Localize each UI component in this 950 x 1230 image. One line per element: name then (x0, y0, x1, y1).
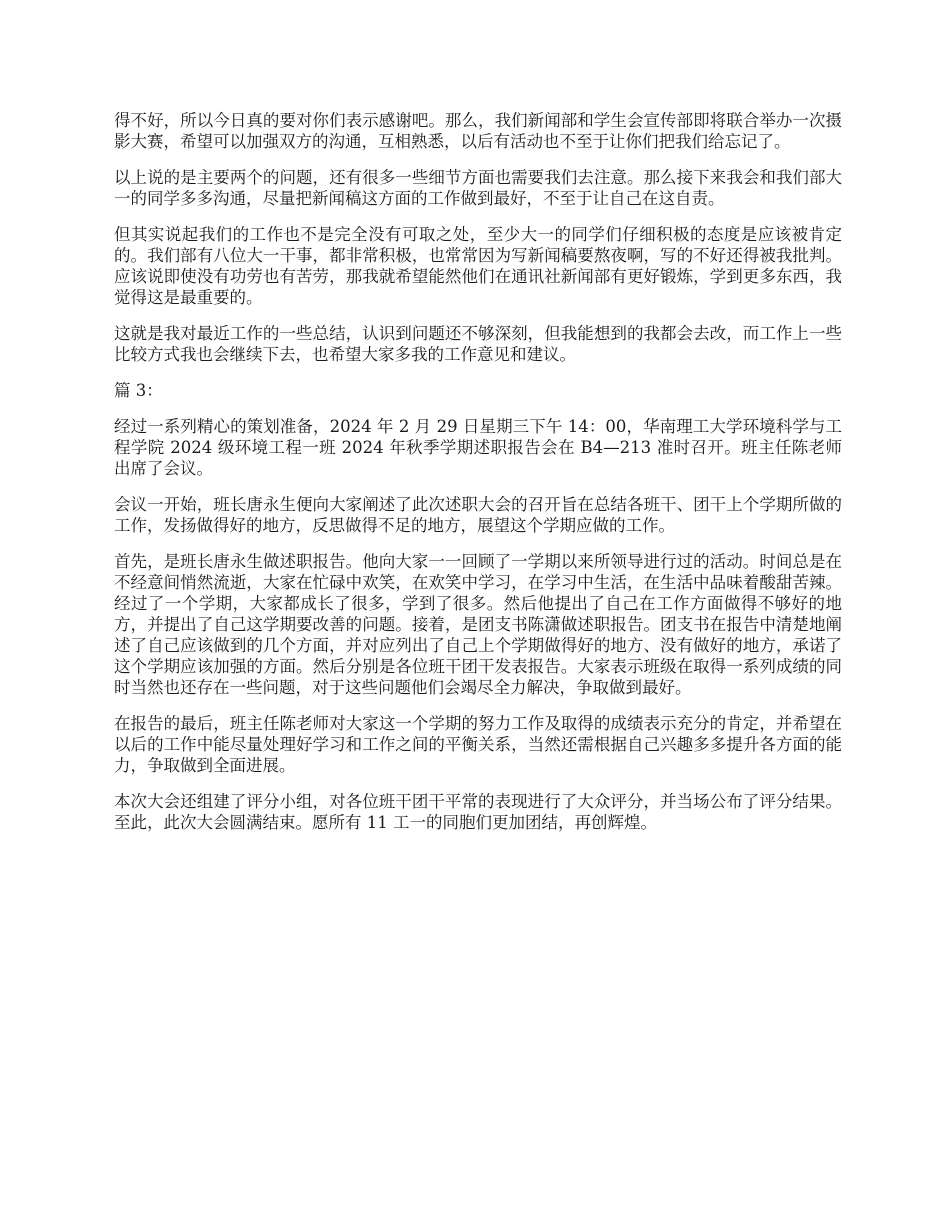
paragraph-conclusion: 本次大会还组建了评分小组，对各位班干团干平常的表现进行了大众评分，并当场公布了评分结果。至此，此次大会圆满结束。愿所有 11 工一的同胞们更加团结，再创辉煌。 (114, 792, 842, 832)
section-heading-part-3: 篇 3： (114, 381, 163, 400)
paragraph-summary: 这就是我对最近工作的一些总结，认识到问题还不够深刻，但我能想到的我都会去改，而工作上一些比较方式我也会继续下去，也希望大家多我的工作意见和建议。 (114, 324, 842, 364)
paragraph-main-problems: 以上说的是主要两个的问题，还有很多一些细节方面也需要我们去注意。那么接下来我会和我们部大一的同学多多沟通，尽量把新闻稿这方面的工作做到最好，不至于让自己在这自责。 (114, 168, 842, 208)
paragraph-reports: 首先，是班长唐永生做述职报告。他向大家一一回顾了一学期以来所领导进行过的活动。时间总是在不经意间悄然流逝，大家在忙碌中欢笑，在欢笑中学习，在学习中生活，在生活中品味着酸甜苦辣。经过了一个学期，大家都成长了很多，学到了很多。然后他提出了自己在工作方面做得不够好的地方，并提出了自己这学期要改善的问题。接着，是团支书陈潇做述职报告。团支书在报告中清楚地阐述了自己应该做到的几个方面，并对应列出了自己上个学期做得好的地方、没有做好的地方，承诺了这个学期应该加强的方面。然后分别是各位班干团干发表报告。大家表示班级在取得一系列成绩的同时当然也还存在一些问题，对于这些问题他们会竭尽全力解决，争取做到最好。 (114, 552, 842, 697)
document-body (114, 110, 842, 848)
paragraph-thanks: 得不好，所以今日真的要对你们表示感谢吧。那么，我们新闻部和学生会宣传部即将联合举办一次摄影大赛，希望可以加强双方的沟通，互相熟悉，以后有活动也不至于让你们把我们给忘记了。 (114, 111, 842, 151)
paragraph-meeting-purpose: 会议一开始，班长唐永生便向大家阐述了此次述职大会的召开旨在总结各班干、团干上个学期所做的工作，发扬做得好的地方，反思做得不足的地方，展望这个学期应做的工作。 (114, 495, 842, 535)
paragraph-teacher-remarks: 在报告的最后，班主任陈老师对大家这一个学期的努力工作及取得的成绩表示充分的肯定，并希望在以后的工作中能尽量处理好学习和工作之间的平衡关系，当然还需根据自己兴趣多多提升各方面的能力，争取做到全面进展。 (114, 714, 842, 775)
paragraph-meeting-intro: 经过一系列精心的策划准备，2024 年 2 月 29 日星期三下午 14：00，华南理工大学环境科学与工程学院 2024 级环境工程一班 2024 年秋季学期述职报告会在 B4—213 准时召开。班主任陈老师出席了会议。 (114, 417, 842, 478)
paragraph-positive-aspects: 但其实说起我们的工作也不是完全没有可取之处，至少大一的同学们仔细积极的态度是应该被肯定的。我们部有八位大一干事，都非常积极，也常常因为写新闻稿要熬夜啊，写的不好还得被我批判。应该说即使没有功劳也有苦劳，那我就希望能然他们在通讯社新闻部有更好锻炼，学到更多东西，我觉得这是最重要的。 (114, 225, 842, 307)
